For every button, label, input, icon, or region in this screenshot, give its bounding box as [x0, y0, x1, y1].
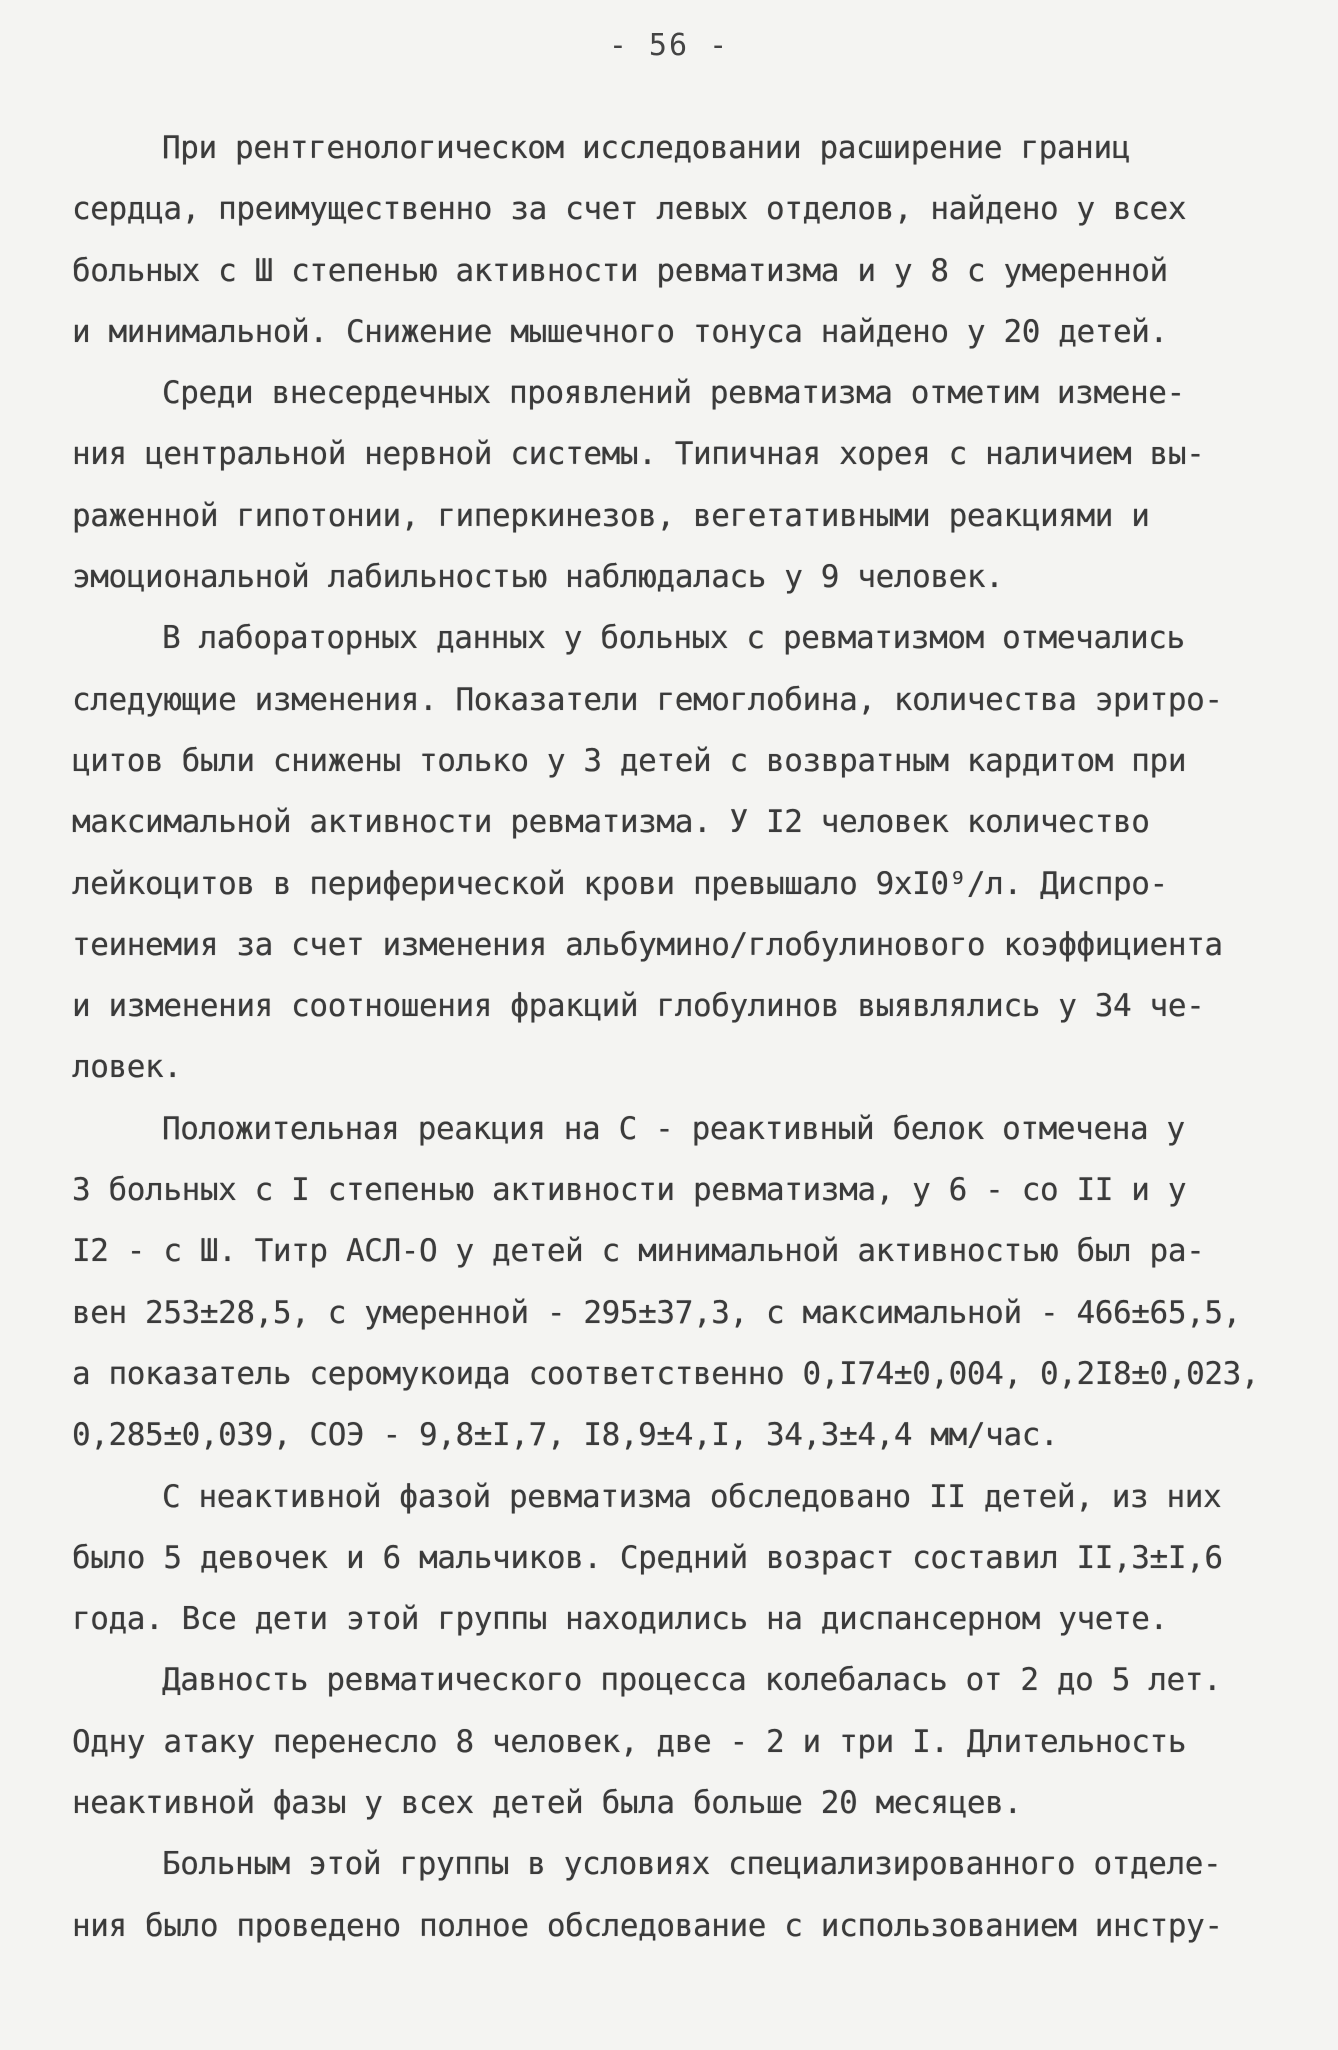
text-line: раженной гипотонии, гиперкинезов, вегетативными реакциями и — [72, 497, 1150, 534]
body-text — [72, 118, 1272, 1957]
text-line: ния центральной нервной системы. Типичная хорея с наличием вы- — [72, 436, 1205, 473]
text-line: больных с Ш степенью активности ревматизма и у 8 с умеренной — [72, 252, 1168, 289]
text-line: Больным этой группы в условиях специализированного отделе- — [162, 1846, 1222, 1883]
text-line: Положительная реакция на С - реактивный белок отмечена у — [162, 1110, 1185, 1147]
text-line: ния было проведено полное обследование с использованием инстру- — [72, 1907, 1223, 1944]
text-line: ловек. — [72, 1049, 182, 1086]
text-line: максимальной активности ревматизма. У I2 человек количество — [72, 804, 1150, 841]
text-line: неактивной фазы у всех детей была больше 20 месяцев. — [72, 1785, 1022, 1822]
text-line: Давность ревматического процесса колебалась от 2 до 5 лет. — [162, 1662, 1222, 1699]
text-line: сердца, преимущественно за счет левых отделов, найдено у всех — [72, 191, 1187, 228]
text-line: а показатель серомукоида соответственно 0,I74±0,004, 0,2I8±0,023, — [72, 1355, 1260, 1392]
text-line: и изменения соотношения фракций глобулинов выявлялись у 34 че- — [72, 988, 1205, 1025]
text-line: вен 253±28,5, с умеренной - 295±37,3, с максимальной - 466±65,5, — [72, 1294, 1241, 1331]
text-line: Среди внесердечных проявлений ревматизма отметим измене- — [162, 375, 1185, 412]
text-line: цитов были снижены только у 3 детей с возвратным кардитом при — [72, 742, 1187, 779]
text-line: При рентгенологическом исследовании расширение границ — [162, 130, 1130, 166]
text-line: следующие изменения. Показатели гемоглобина, количества эритро- — [72, 681, 1223, 718]
text-line: I2 - с Ш. Титр АСЛ-О у детей с минимальной активностью был ра- — [72, 1233, 1205, 1270]
text-line: эмоциональной лабильностью наблюдалась у 9 человек. — [72, 559, 1004, 596]
text-line: теинемия за счет изменения альбумино/глобулинового коэффициента — [72, 926, 1223, 963]
text-line: С неактивной фазой ревматизма обследовано II детей, из них — [162, 1478, 1222, 1515]
text-line: лейкоцитов в периферической крови превышало 9хI0⁹/л. Диспро- — [72, 865, 1168, 902]
text-line: 3 больных с I степенью активности ревматизма, у 6 - со II и у — [72, 1172, 1187, 1209]
text-line: года. Все дети этой группы находились на диспансерном учете. — [72, 1601, 1168, 1638]
text-line: В лабораторных данных у больных с ревматизмом отмечались — [162, 620, 1185, 657]
page-number: - 56 - — [608, 28, 730, 63]
text-line: было 5 девочек и 6 мальчиков. Средний возраст составил II,3±I,6 — [72, 1539, 1223, 1576]
text-line: и минимальной. Снижение мышечного тонуса найдено у 20 детей. — [72, 313, 1168, 350]
text-line: Одну атаку перенесло 8 человек, две - 2 и три I. Длительность — [72, 1723, 1187, 1760]
text-line: 0,285±0,039, СОЭ - 9,8±I,7, I8,9±4,I, 34,3±4,4 мм/час. — [72, 1417, 1059, 1454]
